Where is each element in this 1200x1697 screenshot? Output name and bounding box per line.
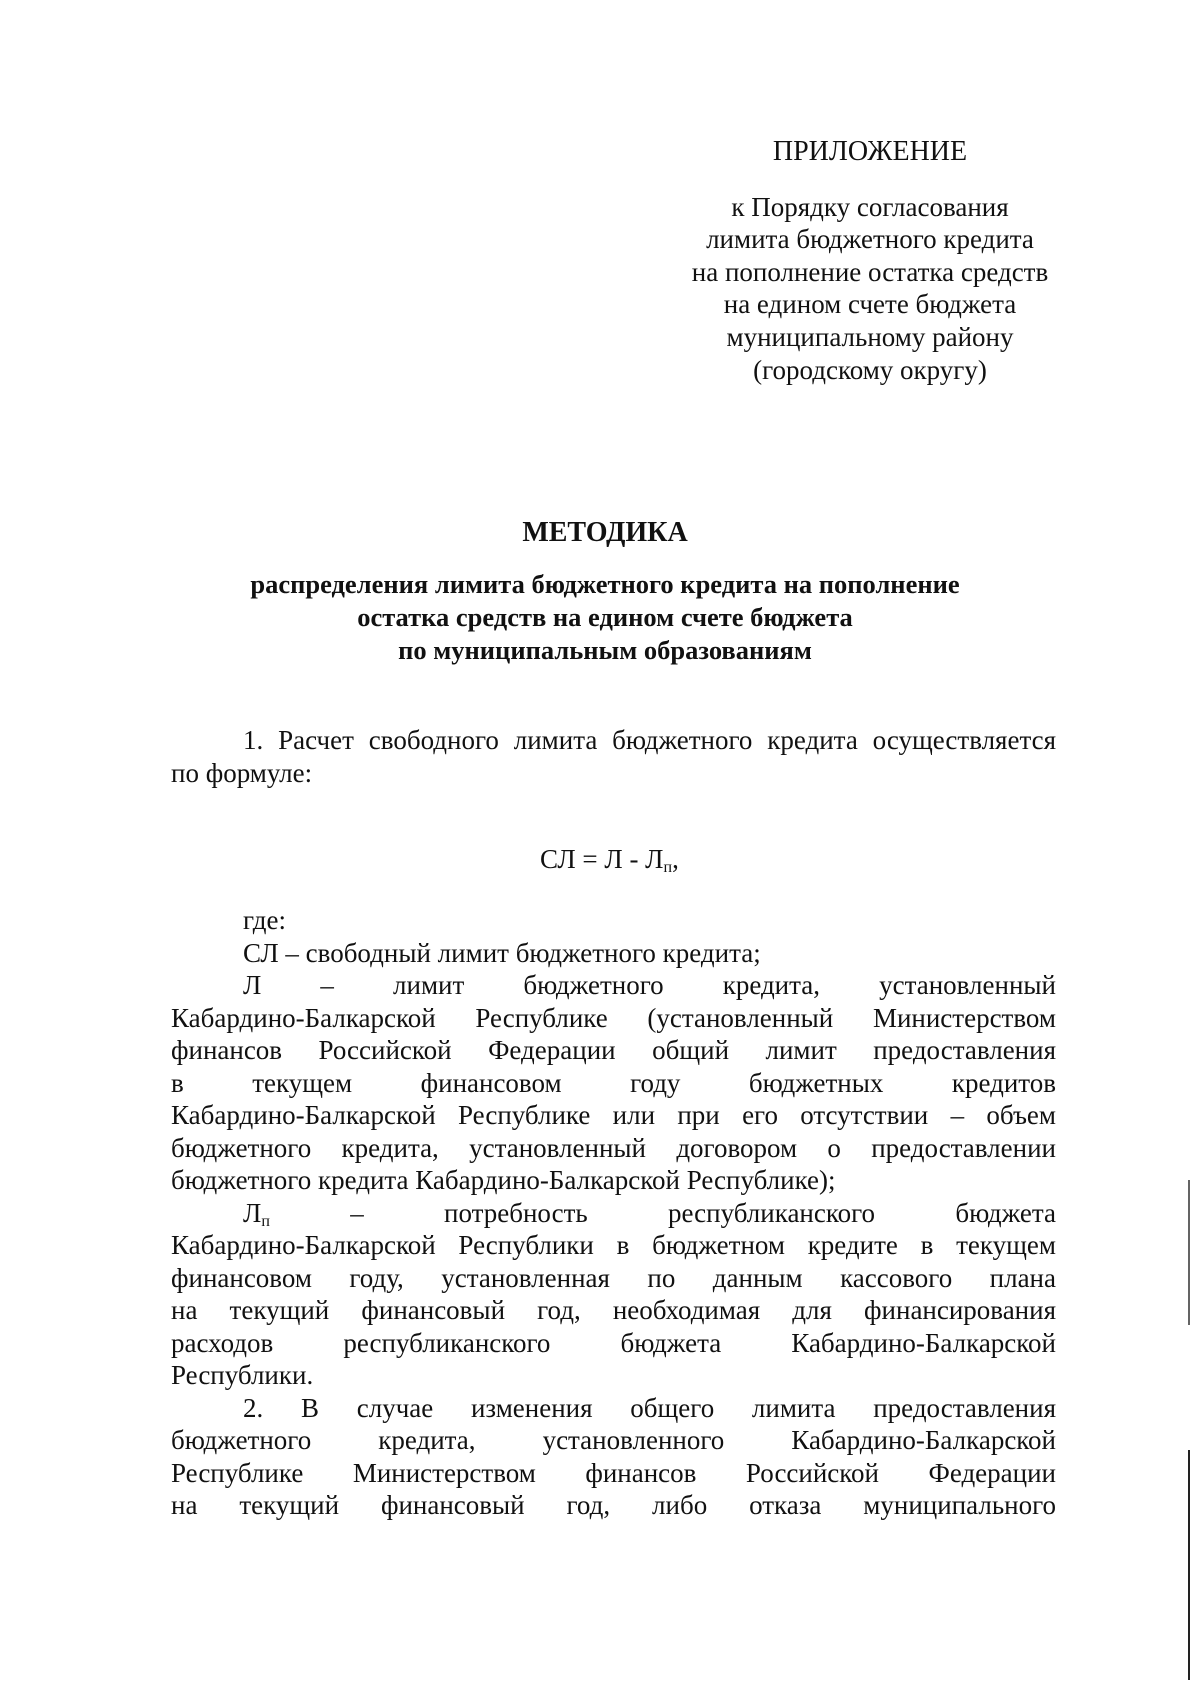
- paragraph-line: 1. Расчет свободного лимита бюджетного кредита осуществляется: [243, 725, 1056, 755]
- appendix-line: муниципальному району: [726, 321, 1014, 352]
- formula-expression: СЛ = Л - Л: [540, 844, 664, 874]
- appendix-line: (городскому округу): [753, 354, 987, 385]
- definition-l-line: в текущем финансовом году бюджетных кредитов: [171, 1067, 1056, 1098]
- definition-lp-line: Республики.: [171, 1360, 314, 1390]
- appendix-title: ПРИЛОЖЕНИЕ: [772, 136, 968, 167]
- paragraph-line: по формуле:: [171, 757, 313, 788]
- scan-edge-mark: [1188, 1450, 1190, 1680]
- definition-lp-line: Кабардино-Балкарской Республики в бюджетном кредите в текущем: [171, 1230, 1056, 1260]
- definition-sl: СЛ – свободный лимит бюджетного кредита;: [243, 937, 761, 968]
- section-2-line: 2. В случае изменения общего лимита предоставления: [243, 1392, 1056, 1423]
- heading-subtitle-line: распределения лимита бюджетного кредита на пополнение: [250, 569, 960, 599]
- appendix-block: [620, 136, 1120, 386]
- appendix-line: на пополнение остатка средств: [691, 256, 1049, 287]
- definition-lp-line: расходов республиканского бюджета Кабардино-Балкарской: [171, 1327, 1056, 1358]
- appendix-line: на едином счете бюджета: [723, 289, 1017, 320]
- document-heading: [170, 516, 1040, 667]
- definition-l-line: бюджетного кредита Кабардино-Балкарской Республике);: [171, 1165, 836, 1195]
- definitions: [171, 904, 1056, 1522]
- heading-subtitle-line: остатка средств на едином счете бюджета: [357, 602, 853, 632]
- scan-edge-mark: [1188, 1180, 1190, 1325]
- heading-title: МЕТОДИКА: [522, 517, 688, 548]
- where-label: где:: [243, 905, 286, 935]
- definition-lp-first-line: $Л_п$ – потребность республиканского бюджета: [243, 1197, 1057, 1230]
- formula-subscript: п: [663, 859, 673, 876]
- heading-subtitle-line: по муниципальным образованиям: [398, 635, 812, 665]
- formula-tail: ,: [672, 844, 679, 874]
- section-2-line: бюджетного кредита, установленного Кабардино-Балкарской: [171, 1425, 1056, 1455]
- definition-l-line: Кабардино-Балкарской Республике (установленный Министерством: [171, 1002, 1056, 1033]
- definition-l-line: Кабардино-Балкарской Республике или при его отсутствии – объем: [171, 1100, 1056, 1130]
- section-2-line: на текущий финансовый год, либо отказа муниципального: [171, 1490, 1056, 1520]
- definition-l-line: финансов Российской Федерации общий лимит предоставления: [171, 1035, 1056, 1065]
- definition-l-line: бюджетного кредита, установленный договором о предоставлении: [171, 1132, 1056, 1163]
- section-1-intro: [171, 724, 1056, 789]
- section-2-line: Республике Министерством финансов Российской Федерации: [171, 1457, 1056, 1488]
- definition-l-line: Л – лимит бюджетного кредита, установленный: [243, 970, 1056, 1000]
- heading-subtitle: [170, 568, 1040, 667]
- appendix-line: к Порядку согласования: [731, 191, 1009, 222]
- lp-symbol: $Л_п$: [243, 1197, 270, 1230]
- definition-lp-line: на текущий финансовый год, необходимая для финансирования: [171, 1295, 1056, 1325]
- definition-lp-line: финансовом году, установленная по данным кассового плана: [171, 1262, 1056, 1293]
- appendix-line: лимита бюджетного кредита: [706, 224, 1034, 255]
- formula: [540, 843, 679, 875]
